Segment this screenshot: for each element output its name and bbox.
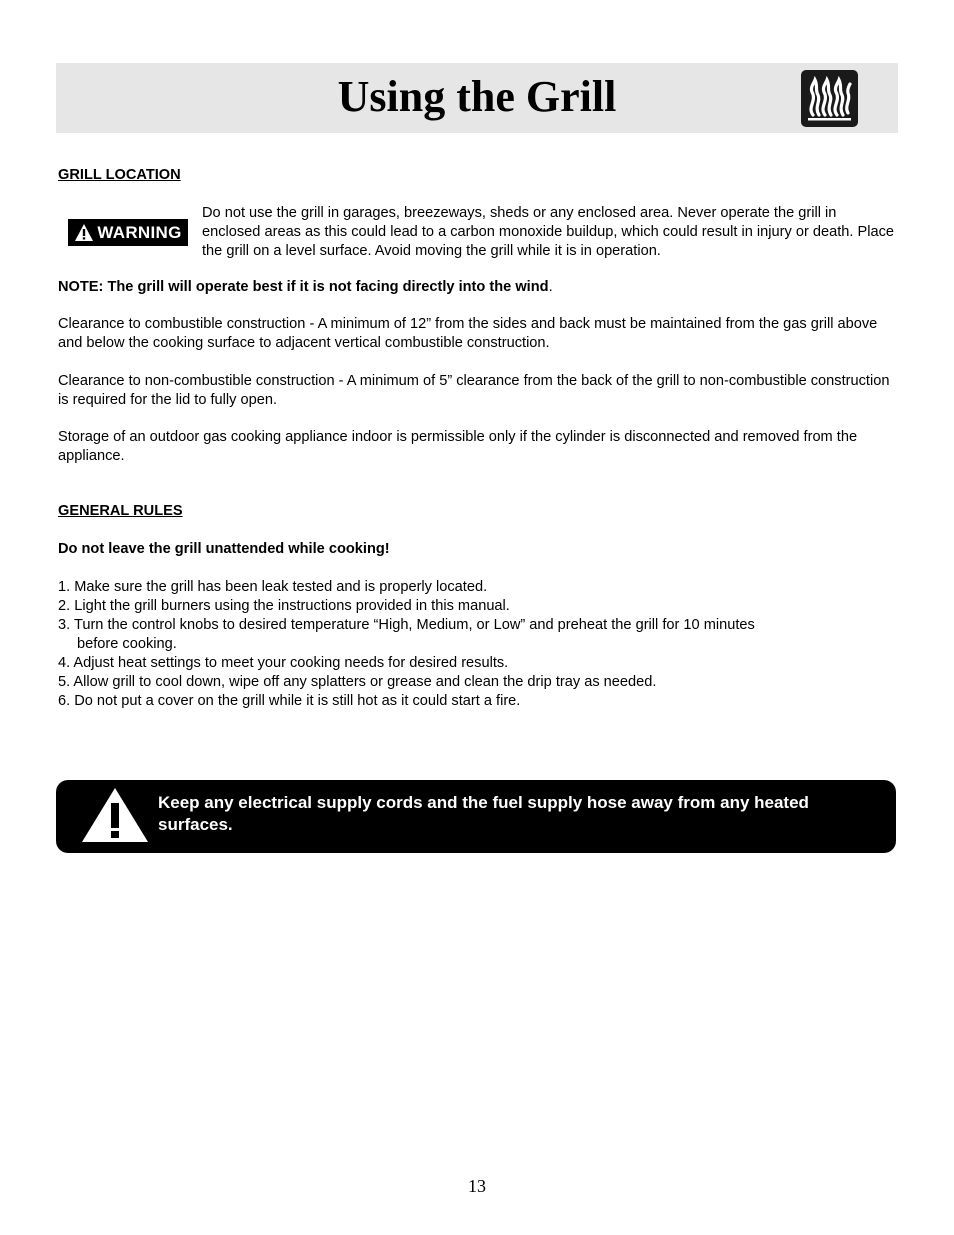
list-item: 1. Make sure the grill has been leak tested and is properly located.	[58, 579, 488, 595]
flame-icon	[801, 70, 858, 127]
list-item: 2. Light the grill burners using the instructions provided in this manual.	[58, 598, 510, 614]
warning-triangle-icon	[74, 223, 94, 242]
section-heading-general-rules: GENERAL RULES	[58, 503, 183, 519]
page-title: Using the Grill	[337, 72, 617, 121]
warning-label-text: WARNING	[97, 222, 182, 242]
storage-paragraph: Storage of an outdoor gas cooking appliance indoor is permissible only if the cylinder is disconnected and removed from the appliance.	[58, 429, 858, 464]
wind-note-end: .	[548, 279, 553, 295]
clearance-combustible-paragraph: Clearance to combustible construction - A minimum of 12” from the sides and back must be maintained from the gas grill above and below the cooking surface to adjacent vertical combustible construction.	[58, 316, 878, 351]
unattended-warning: Do not leave the grill unattended while cooking!	[58, 541, 390, 557]
page-number: 13	[468, 1176, 486, 1196]
list-item: 6. Do not put a cover on the grill while it is still hot as it could start a fire.	[58, 693, 521, 709]
warning-text: Do not use the grill in garages, breezeways, sheds or any enclosed area. Never operate the grill in enclosed areas as this could lead to a carbon monoxide buildup, which could result in injury or death. Place the grill on a level surface. Avoid moving the grill while it is in operation.	[202, 205, 894, 259]
alert-text: Keep any electrical supply cords and the fuel supply hose away from any heated surfaces.	[158, 793, 809, 834]
clearance-noncombustible-paragraph: Clearance to non-combustible construction - A minimum of 5” clearance from the back of the grill to non-combustible construction is required for the lid to fully open.	[58, 373, 890, 408]
section-heading-grill-location: GRILL LOCATION	[58, 167, 181, 183]
alert-box	[56, 780, 896, 853]
page-header	[56, 63, 898, 133]
warning-label	[68, 219, 188, 246]
list-item: 3. Turn the control knobs to desired temperature “High, Medium, or Low” and preheat the grill for 10 minutes	[58, 617, 755, 633]
list-item-continuation: before cooking.	[77, 636, 177, 652]
general-rules-list	[58, 578, 898, 711]
list-item: 5. Allow grill to cool down, wipe off any splatters or grease and clean the drip tray as needed.	[58, 674, 657, 690]
wind-note-bold: NOTE: The grill will operate best if it is not facing directly into the wind	[58, 279, 549, 295]
wind-note	[58, 278, 898, 297]
list-item: 4. Adjust heat settings to meet your cooking needs for desired results.	[58, 655, 509, 671]
exclamation-triangle-icon	[80, 786, 150, 844]
